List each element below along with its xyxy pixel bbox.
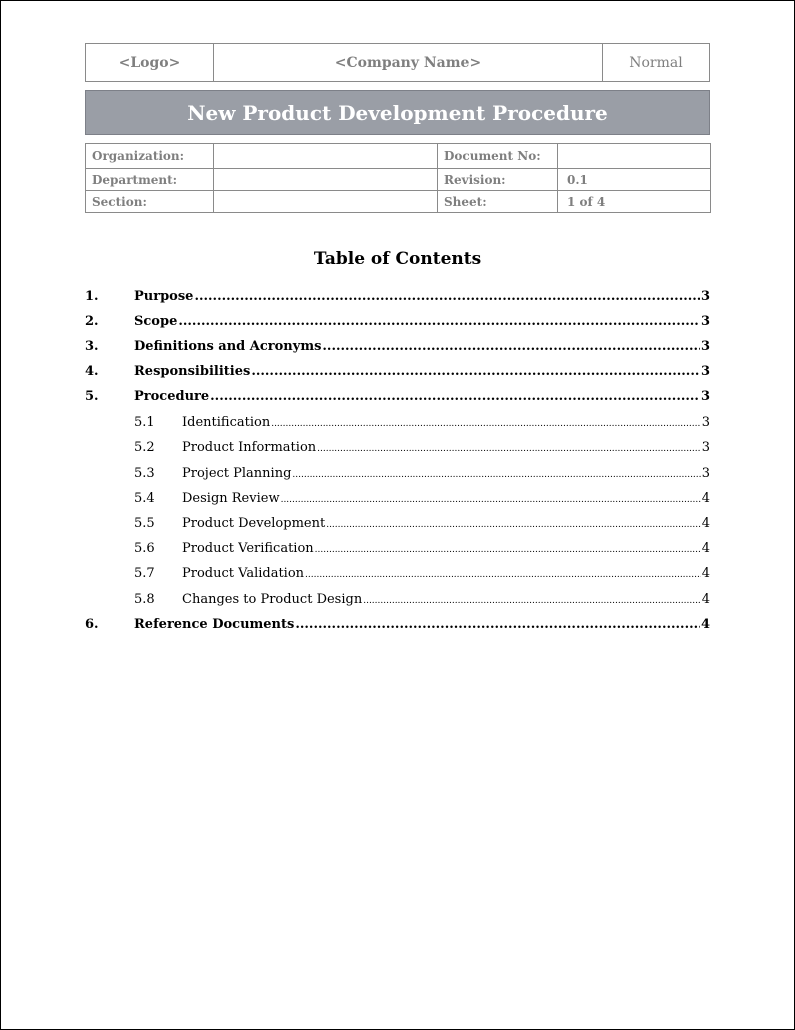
sheet-value: 1 of 4 — [558, 191, 711, 213]
toc-entry-title: Procedure — [134, 389, 210, 404]
toc-subentry[interactable] — [85, 516, 710, 536]
toc-entry-number: 5.3 — [134, 466, 155, 481]
toc-entry[interactable] — [85, 289, 710, 309]
toc-entry[interactable] — [85, 617, 710, 637]
toc-entry[interactable] — [85, 389, 710, 409]
toc-heading: Table of Contents — [313, 249, 482, 269]
toc-leader-dots — [363, 596, 701, 606]
document-info-table — [85, 143, 711, 213]
toc-leader-dots — [326, 520, 701, 530]
toc-entry-title: Changes to Product Design — [182, 592, 363, 607]
toc-leader-dots — [305, 570, 701, 580]
toc-subentry[interactable] — [85, 592, 710, 612]
department-value — [214, 169, 438, 191]
toc-entry-title: Product Verification — [182, 541, 314, 556]
toc-entry-number: 4. — [85, 364, 99, 379]
toc-entry-page: 3 — [700, 364, 710, 379]
toc-subentry[interactable] — [85, 541, 710, 561]
organization-label: Organization: — [86, 144, 214, 169]
toc-entry-title: Design Review — [182, 491, 280, 506]
toc-leader-dots — [251, 364, 700, 379]
toc-entry-page: 3 — [700, 314, 710, 329]
toc-entry-page: 4 — [701, 592, 710, 607]
toc-entry-title: Product Information — [182, 440, 317, 455]
toc-leader-dots — [292, 470, 700, 480]
toc-entry-page: 4 — [701, 516, 710, 531]
toc-entry-page: 3 — [700, 389, 710, 404]
toc-entry-page: 3 — [701, 440, 710, 455]
toc-entry-number: 5.7 — [134, 566, 155, 581]
toc-entry-number: 3. — [85, 339, 99, 354]
toc-entry-title: Product Development — [182, 516, 326, 531]
info-row — [86, 191, 711, 213]
toc-entry-number: 5.5 — [134, 516, 155, 531]
toc-leader-dots — [178, 314, 700, 329]
toc-entry-page: 4 — [701, 541, 710, 556]
toc-entry-page: 3 — [701, 466, 710, 481]
toc-leader-dots — [281, 495, 701, 505]
toc-subentry[interactable] — [85, 415, 710, 435]
toc-entry-number: 5.6 — [134, 541, 155, 556]
toc-leader-dots — [317, 444, 701, 454]
toc-subentry[interactable] — [85, 566, 710, 586]
revision-value: 0.1 — [558, 169, 711, 191]
classification-label: Normal — [629, 54, 683, 71]
toc-entry-number: 5.4 — [134, 491, 155, 506]
toc-leader-dots — [194, 289, 700, 304]
toc-entry-number: 6. — [85, 617, 99, 632]
toc-leader-dots — [271, 419, 701, 429]
toc-entry-title: Reference Documents — [134, 617, 295, 632]
section-label: Section: — [86, 191, 214, 213]
toc-entry-title: Scope — [134, 314, 178, 329]
organization-value — [214, 144, 438, 169]
toc-entry-number: 5.2 — [134, 440, 155, 455]
toc-leader-dots — [315, 545, 701, 555]
toc-leader-dots — [210, 389, 700, 404]
toc-entry-title: Product Validation — [182, 566, 305, 581]
toc-entry[interactable] — [85, 339, 710, 359]
toc-entry-page: 4 — [700, 617, 710, 632]
toc-entry-title: Project Planning — [182, 466, 292, 481]
toc-entry-page: 4 — [701, 566, 710, 581]
toc-entry[interactable] — [85, 364, 710, 384]
toc-entry-page: 3 — [700, 339, 710, 354]
toc-entry-number: 1. — [85, 289, 99, 304]
sheet-label: Sheet: — [438, 191, 558, 213]
toc-entry-title: Responsibilities — [134, 364, 251, 379]
toc-leader-dots — [295, 617, 700, 632]
document-no-label: Document No: — [438, 144, 558, 169]
toc-entry-number: 5. — [85, 389, 99, 404]
toc-entry-title: Purpose — [134, 289, 194, 304]
revision-label: Revision: — [438, 169, 558, 191]
toc-subentry[interactable] — [85, 466, 710, 486]
toc-subentry[interactable] — [85, 440, 710, 460]
document-title: New Product Development Procedure — [85, 90, 710, 135]
toc-entry[interactable] — [85, 314, 710, 334]
toc-entry-page: 3 — [701, 415, 710, 430]
toc-entry-page: 4 — [701, 491, 710, 506]
toc-entry-title: Identification — [182, 415, 271, 430]
company-name: <Company Name> — [214, 44, 603, 81]
toc-subentry[interactable] — [85, 491, 710, 511]
department-label: Department: — [86, 169, 214, 191]
toc-entry-number: 2. — [85, 314, 99, 329]
toc-entry-page: 3 — [700, 289, 710, 304]
document-header — [85, 43, 710, 82]
toc-leader-dots — [322, 339, 700, 354]
toc-entry-number: 5.8 — [134, 592, 155, 607]
toc-entry-title: Definitions and Acronyms — [134, 339, 322, 354]
info-row — [86, 144, 711, 169]
section-value — [214, 191, 438, 213]
logo-placeholder: <Logo> — [86, 44, 214, 81]
info-row — [86, 169, 711, 191]
document-no-value — [558, 144, 711, 169]
toc-entry-number: 5.1 — [134, 415, 155, 430]
